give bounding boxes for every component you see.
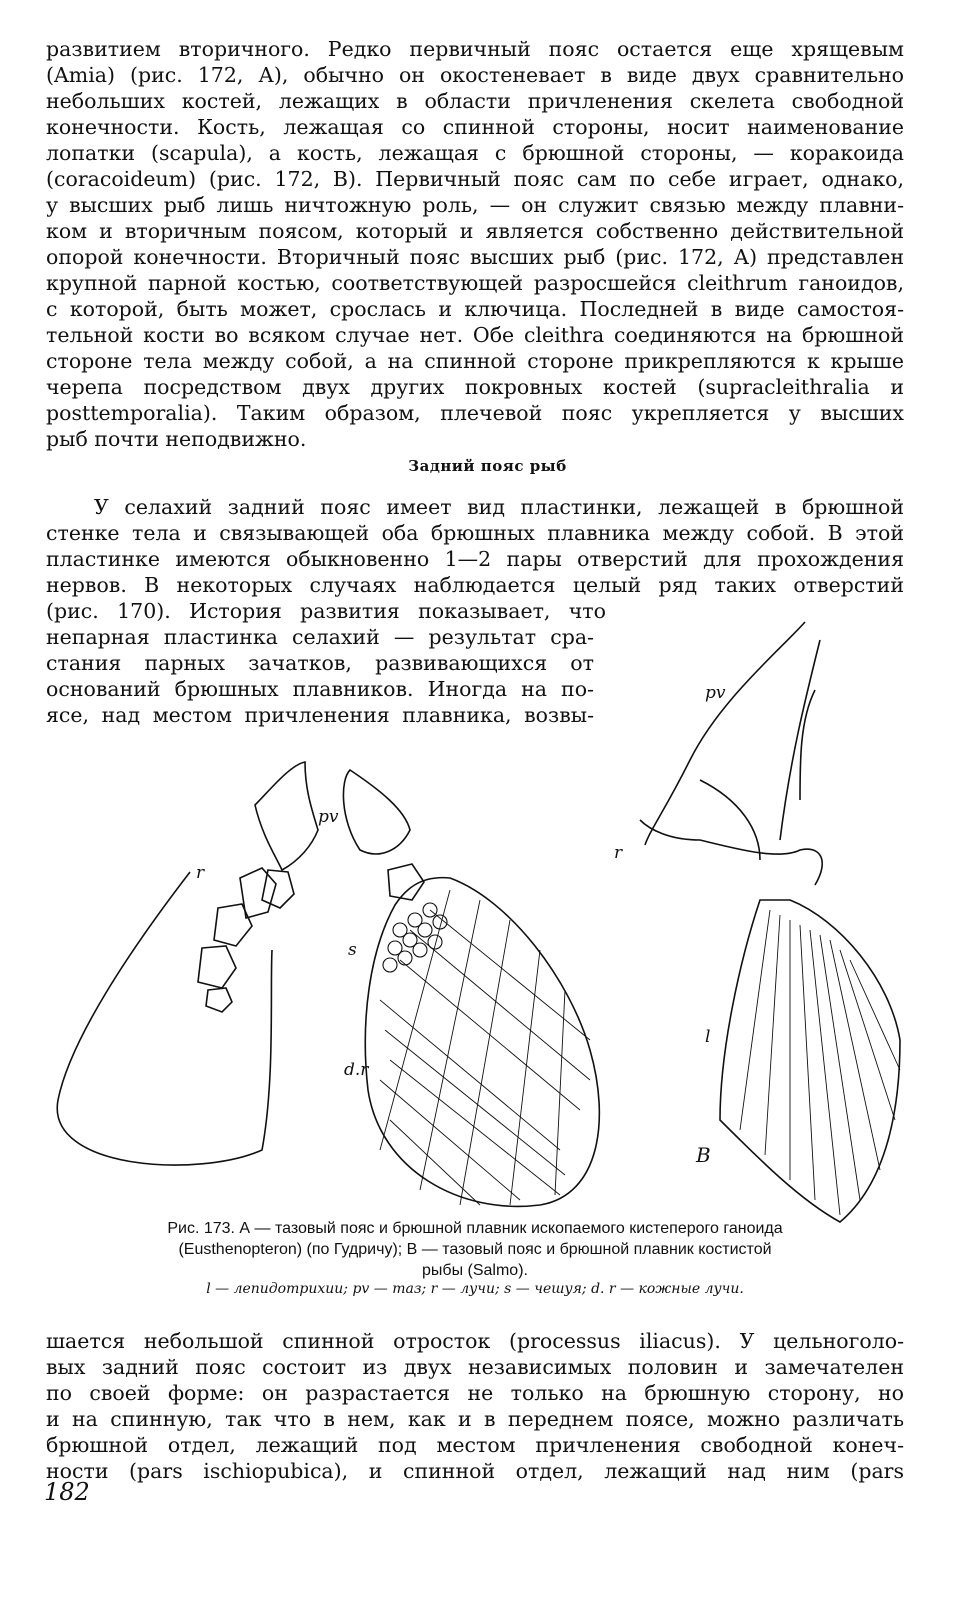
text-line: у высших рыб лишь ничтожную роль, — он служит связью между плавни- bbox=[46, 193, 904, 217]
label-s: s bbox=[348, 940, 357, 960]
text-line: опорой конечности. Вторичный пояс высших рыб (рис. 172, А) представлен bbox=[46, 245, 904, 269]
text-line: шается небольшой спинной отросток (processus iliacus). У цельноголо- bbox=[46, 1329, 904, 1353]
text-line: ности (pars ischiopubica), и спинной отдел, лежащий над ним (pars bbox=[46, 1459, 904, 1483]
figure-b-fin bbox=[640, 622, 900, 1222]
text-line: ком и вторичным поясом, который и является собственно действительной bbox=[46, 219, 904, 243]
text-line: (рис. 170). История развития показывает, что bbox=[46, 599, 606, 623]
label-pv-a: pv bbox=[318, 807, 339, 827]
label-b: B bbox=[696, 1143, 711, 1167]
label-dr: d.r bbox=[344, 1060, 369, 1080]
text-line: черепа посредством двух других покровных костей (supracleithralia и bbox=[46, 375, 904, 399]
text-line: крупной парной костью, соответствующей разросшейся cleithrum ганоидов, bbox=[46, 271, 904, 295]
caption-line: (Eusthenopteron) (по Гудричу); В — тазовый пояс и брюшной плавник костистой bbox=[178, 1241, 772, 1258]
figure-labels bbox=[196, 683, 726, 1167]
text-line: лопатки (scapula), а кость, лежащая с брюшной стороны, — коракоида bbox=[46, 141, 904, 165]
text-line: (Amia) (рис. 172, А), обычно он окостеневает в виде двух сравнительно bbox=[46, 63, 904, 87]
text-line: (coracoideum) (рис. 172, В). Первичный пояс сам по себе играет, однако, bbox=[46, 167, 904, 191]
text-line: тельной кости во всяком случае нет. Обе cleithra соединяются на брюшной bbox=[46, 323, 904, 347]
figure-legend: l — лепидотрихии; pv — таз; r — лучи; s — чешуя; d. r — кожные лучи. bbox=[206, 1281, 744, 1297]
text-line: ясе, над местом причленения плавника, возвы- bbox=[46, 703, 594, 727]
text-line: стенке тела и связывающей оба брюшных плавника между собой. В этой bbox=[46, 521, 904, 545]
label-r-a: r bbox=[196, 863, 205, 883]
text-line: оснований брюшных плавников. Иногда на по- bbox=[46, 677, 594, 701]
caption-line: Рис. 173. А — тазовый пояс и брюшной плавник ископаемого кистеперого ганоида bbox=[167, 1220, 783, 1237]
label-l: l bbox=[705, 1027, 711, 1047]
caption-line: рыбы (Salmo). bbox=[422, 1262, 528, 1279]
text-line: пластинке имеются обыкновенно 1—2 пары отверстий для прохождения bbox=[46, 547, 904, 571]
text-line: небольших костей, лежащих в области причленения скелета свободной bbox=[46, 89, 904, 113]
text-line: развитием вторичного. Редко первичный пояс остается еще хрящевым bbox=[46, 37, 904, 61]
page-number: 182 bbox=[44, 1478, 90, 1506]
text-line: стания парных зачатков, развивающихся от bbox=[46, 651, 594, 675]
label-r-b: r bbox=[614, 843, 623, 863]
text-line: и на спинную, так что в нем, как и в переднем поясе, можно различать bbox=[46, 1407, 904, 1431]
section-heading: Задний пояс рыб bbox=[408, 457, 567, 475]
figure-a-right-fin bbox=[343, 770, 599, 1206]
text-line: вых задний пояс состоит из двух независимых половин и замечателен bbox=[46, 1355, 904, 1379]
figure-a-left-fin bbox=[57, 762, 318, 1165]
text-line: непарная пластинка селахий — результат сра- bbox=[46, 625, 594, 649]
label-pv-b: pv bbox=[705, 683, 726, 703]
text-line: с которой, быть может, срослась и ключица. Последней в виде самостоя- bbox=[46, 297, 904, 321]
text-line: У селахий задний пояс имеет вид пластинки, лежащей в брюшной bbox=[94, 495, 904, 519]
text-line: конечности. Кость, лежащая со спинной стороны, носит наименование bbox=[46, 115, 904, 139]
text-line: стороне тела между собой, а на спинной стороне прикрепляются к крыше bbox=[46, 349, 904, 373]
text-line: posttemporalia). Таким образом, плечевой пояс укрепляется у высших bbox=[46, 401, 904, 425]
text-line: нервов. В некоторых случаях наблюдается целый ряд таких отверстий bbox=[46, 573, 904, 597]
text-line: брюшной отдел, лежащий под местом причленения свободной конеч- bbox=[46, 1433, 904, 1457]
text-line: рыб почти неподвижно. bbox=[46, 427, 307, 451]
text-line: по своей форме: он разрастается не только на брюшную сторону, но bbox=[46, 1381, 904, 1405]
